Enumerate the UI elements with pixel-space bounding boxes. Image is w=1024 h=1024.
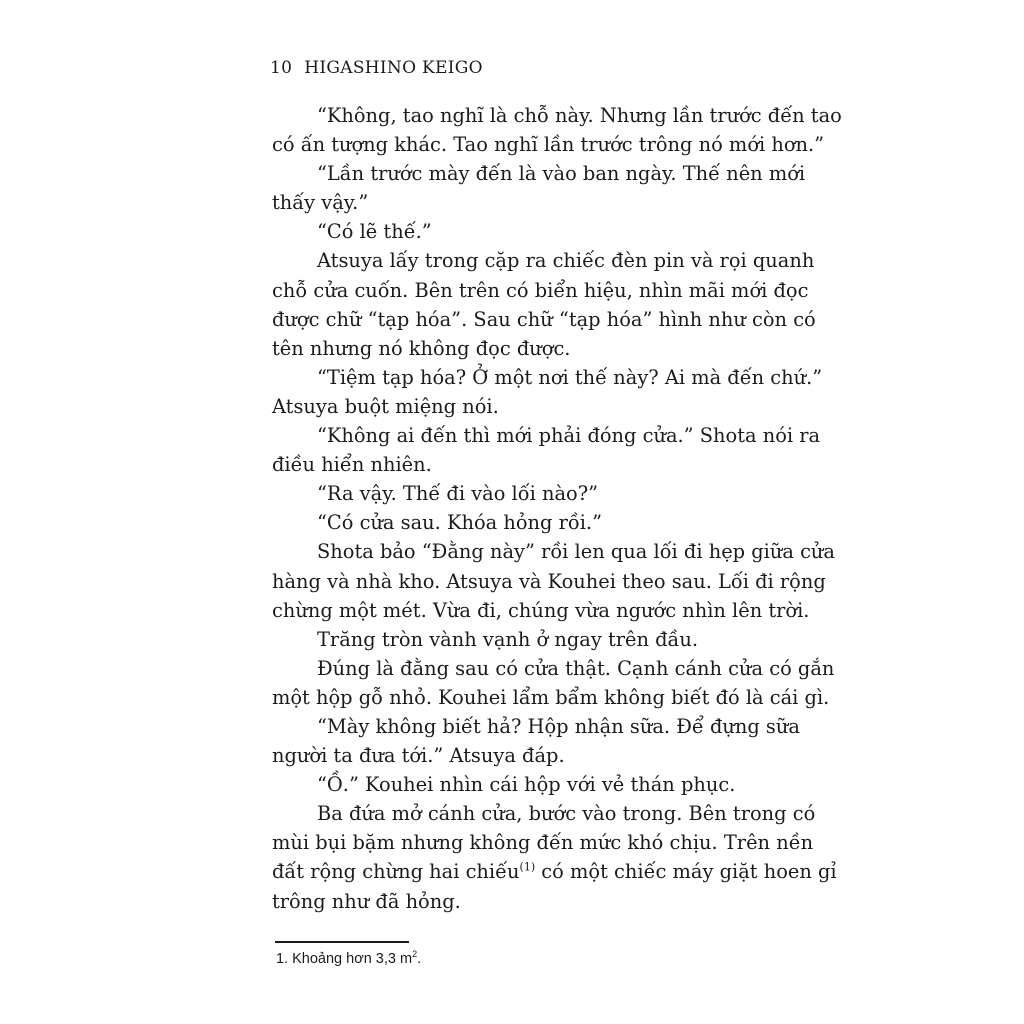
text-line xyxy=(272,712,812,741)
text-line xyxy=(272,537,835,566)
text-line xyxy=(272,567,826,596)
text-line xyxy=(272,188,812,217)
text-line xyxy=(272,625,812,654)
text-line-content: “Lần trước mày đến là vào ban ngày. Thế nên mới xyxy=(317,162,806,186)
text-line-content: Trăng tròn vành vạnh ở ngay trên đầu. xyxy=(317,627,699,651)
text-line xyxy=(272,334,812,363)
text-line xyxy=(272,857,837,886)
text-line xyxy=(272,508,812,537)
footnote xyxy=(276,951,421,967)
text-line-content: hàng và nhà kho. Atsuya và Kouhei theo sau. Lối đi rộng xyxy=(272,569,826,593)
text-line-content: trông như đã hỏng. xyxy=(272,889,461,913)
text-line xyxy=(272,596,812,625)
text-line xyxy=(272,683,830,712)
text-line xyxy=(272,421,821,450)
text-line-content: “Tiệm tạp hóa? Ở một nơi thế này? Ai mà đến chứ.” xyxy=(317,365,823,389)
footnote-superscript: 2 xyxy=(412,949,418,960)
text-line xyxy=(272,130,825,159)
footnote-suffix: . xyxy=(417,951,422,967)
text-line xyxy=(272,276,812,305)
text-line-content: mùi bụi bặm nhưng không đến mức khó chịu. Trên nền xyxy=(272,831,814,855)
running-header xyxy=(270,58,483,78)
text-line xyxy=(272,246,815,275)
footnote-reference: (1) xyxy=(519,860,536,874)
text-line-content: Shota bảo “Đằng này” rồi len qua lối đi hẹp giữa cửa xyxy=(317,540,835,564)
text-line xyxy=(272,828,812,857)
text-line-content: thấy vậy.” xyxy=(272,191,369,215)
body-text xyxy=(272,101,842,916)
text-line xyxy=(272,101,842,130)
footnote-text: 1. Khoảng hơn 3,3 m xyxy=(276,951,413,967)
text-line xyxy=(272,887,812,916)
text-line-content: Atsuya buột miệng nói. xyxy=(272,394,499,418)
text-line xyxy=(272,741,812,770)
text-line-content: một hộp gỗ nhỏ. Kouhei lẩm bẩm không biết đó là cái gì. xyxy=(272,685,830,709)
text-line-content: được chữ “tạp hóa”. Sau chữ “tạp hóa” hình như còn có xyxy=(272,307,816,331)
text-line-content: “Không ai đến thì mới phải đóng cửa.” Shota nói ra xyxy=(317,424,821,448)
text-line xyxy=(272,305,816,334)
text-line-continuation: có một chiếc máy giặt hoen gỉ xyxy=(535,860,837,884)
text-line-content: “Ồ.” Kouhei nhìn cái hộp với vẻ thán phục. xyxy=(317,773,736,797)
text-line-content: có ấn tượng khác. Tao nghĩ lần trước trông nó mới hơn.” xyxy=(272,133,825,157)
text-line-content: chỗ cửa cuốn. Bên trên có biển hiệu, nhìn mãi mới đọc xyxy=(272,278,809,302)
text-line xyxy=(272,450,812,479)
text-line-content: “Mày không biết hả? Hộp nhận sữa. Để đựng sữa xyxy=(317,714,800,738)
text-line-content: “Có cửa sau. Khóa hỏng rồi.” xyxy=(317,511,602,535)
text-line xyxy=(272,479,812,508)
footnote-divider xyxy=(275,941,409,943)
text-line-content: Atsuya lấy trong cặp ra chiếc đèn pin và rọi quanh xyxy=(317,249,815,273)
author-name: HIGASHINO KEIGO xyxy=(304,58,483,78)
text-line-content: tên nhưng nó không đọc được. xyxy=(272,336,571,360)
text-line-content: “Có lẽ thế.” xyxy=(317,220,432,244)
text-line-content: chừng một mét. Vừa đi, chúng vừa ngước nhìn lên trời. xyxy=(272,598,810,622)
text-line xyxy=(272,799,816,828)
text-line xyxy=(272,363,823,392)
text-line xyxy=(272,770,812,799)
text-line-content: đất rộng chừng hai chiếu xyxy=(272,860,520,884)
page-number: 10 xyxy=(270,58,293,78)
text-line xyxy=(272,217,812,246)
text-line-content: Ba đứa mở cánh cửa, bước vào trong. Bên trong có xyxy=(317,802,816,826)
text-line xyxy=(272,392,812,421)
text-line xyxy=(272,654,835,683)
text-line-content: người ta đưa tới.” Atsuya đáp. xyxy=(272,744,565,768)
text-line-content: “Ra vậy. Thế đi vào lối nào?” xyxy=(317,482,599,506)
text-line-content: “Không, tao nghĩ là chỗ này. Nhưng lần trước đến tao xyxy=(317,104,842,127)
text-line-content: Đúng là đằng sau có cửa thật. Cạnh cánh cửa có gắn xyxy=(317,656,835,680)
text-line-content: điều hiển nhiên. xyxy=(272,453,432,477)
text-line xyxy=(272,159,812,188)
